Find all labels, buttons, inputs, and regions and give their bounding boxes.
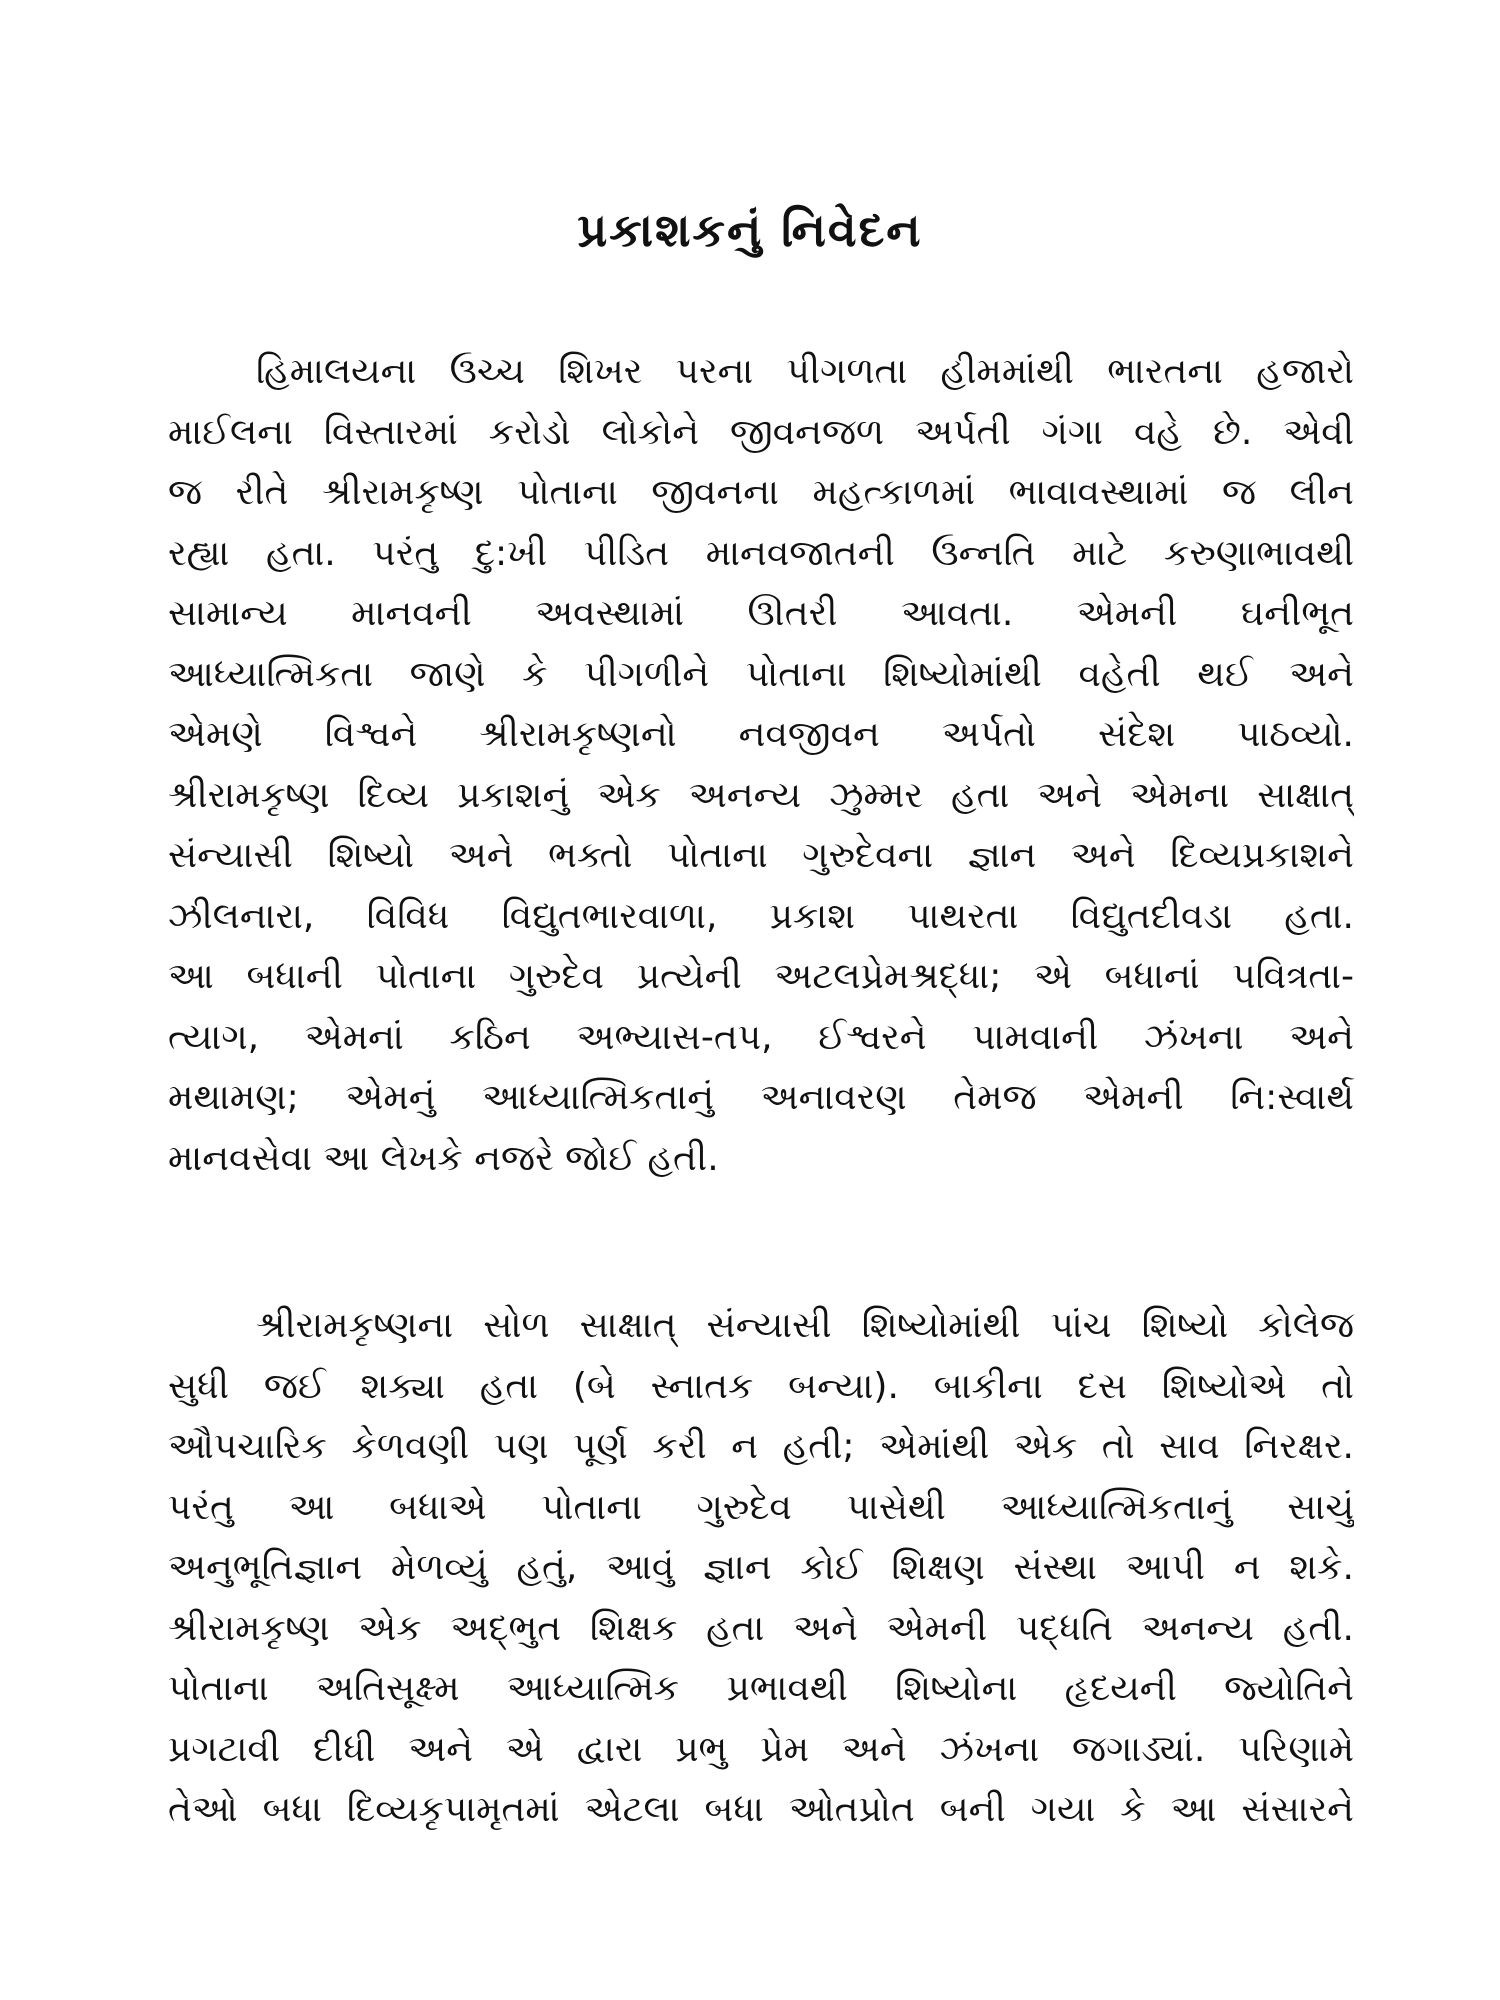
- paragraph-line: જ રીતે શ્રીરામકૃષ્ણ પોતાના જીવનના મહત્કાળમાં ભાવાવસ્થામાં જ લીન: [168, 472, 1354, 513]
- paragraph-line: ઔપચારિક કેળવણી પણ પૂર્ણ કરી ન હતી; એમાંથી એક તો સાવ નિરક્ષર.: [168, 1426, 1354, 1467]
- paragraph-line: હિમાલયના ઉચ્ચ શિખર પરના પીગળતા હીમમાંથી ભારતના હજારો: [256, 351, 1354, 392]
- paragraph-line: આધ્યાત્મિકતા જાણે કે પીગળીને પોતાના શિષ્યોમાંથી વહેતી થઈ અને: [168, 653, 1354, 695]
- paragraph-2: [168, 1296, 1354, 1841]
- page-title: પ્રકાશકનું નિવેદન: [577, 203, 923, 257]
- paragraph-line: માઈલના વિસ્તારમાં કરોડો લોકોને જીવનજળ અર્પતી ગંગા વહે છે. એવી: [168, 411, 1354, 453]
- paragraph-line: આ બધાની પોતાના ગુરુદેવ પ્રત્યેની અટલપ્રેમશ્રદ્ધા; એ બધાનાં પવિત્રતા-: [168, 956, 1354, 997]
- paragraph-line: ત્યાગ, એમનાં કઠિન અભ્યાસ-તપ, ઈશ્વરને પામવાની ઝંખના અને: [168, 1016, 1354, 1058]
- paragraph-line: શ્રીરામકૃષ્ણ એક અદ્ભુત શિક્ષક હતા અને એમની પદ્ધતિ અનન્ય હતી.: [168, 1607, 1354, 1649]
- paragraph-line: તેઓ બધા દિવ્યકૃપામૃતમાં એટલા બધા ઓતપ્રોત બની ગયા કે આ સંસારને: [168, 1789, 1354, 1830]
- paragraph-line: અનુભૂતિજ્ઞાન મેળવ્યું હતું, આવું જ્ઞાન કોઈ શિક્ષણ સંસ્થા આપી ન શકે.: [168, 1547, 1354, 1588]
- paragraph-line: ઝીલનારા, વિવિધ વિદ્યુતભારવાળા, પ્રકાશ પાથરતા વિદ્યુતદીવડા હતા.: [168, 895, 1354, 937]
- paragraph-line: માનવસેવા આ લેખકે નજરે જોઈ હતી.: [168, 1137, 719, 1179]
- paragraph-line: એમણે વિશ્વને શ્રીરામકૃષ્ણનો નવજીવન અર્પતો સંદેશ પાઠવ્યો.: [168, 714, 1354, 755]
- paragraph-line: પ્રગટાવી દીધી અને એ દ્વારા પ્રભુ પ્રેમ અને ઝંખના જગાડ્યાં. પરિણામે: [168, 1728, 1354, 1770]
- paragraph-line: શ્રીરામકૃષ્ણ દિવ્ય પ્રકાશનું એક અનન્ય ઝુમ્મર હતા અને એમના સાક્ષાત્: [168, 774, 1354, 816]
- paragraph-line: મથામણ; એમનું આધ્યાત્મિકતાનું અનાવરણ તેમજ એમની નિ:સ્વાર્થ: [168, 1077, 1354, 1118]
- paragraph-line: પોતાના અતિસૂક્ષ્મ આધ્યાત્મિક પ્રભાવથી શિષ્યોના હૃદયની જ્યોતિને: [168, 1668, 1354, 1709]
- paragraph-line: સંન્યાસી શિષ્યો અને ભક્તો પોતાના ગુરુદેવના જ્ઞાન અને દિવ્યપ્રકાશને: [168, 835, 1354, 876]
- paragraph-line: સામાન્ય માનવની અવસ્થામાં ઊતરી આવતા. એમની ઘનીભૂત: [168, 593, 1354, 634]
- paragraph-line: પરંતુ આ બધાએ પોતાના ગુરુદેવ પાસેથી આધ્યાત્મિકતાનું સાચું: [168, 1486, 1354, 1528]
- paragraph-1: [168, 342, 1354, 1189]
- paragraph-line: શ્રીરામકૃષ્ણના સોળ સાક્ષાત્ સંન્યાસી શિષ્યોમાંથી પાંચ શિષ્યો કોલેજ: [256, 1305, 1354, 1346]
- paragraph-line: સુધી જઈ શક્યા હતા (બે સ્નાતક બન્યા). બાકીના દસ શિષ્યોએ તો: [168, 1365, 1354, 1407]
- paragraph-line: રહ્યા હતા. પરંતુ દુ:ખી પીડિત માનવજાતની ઉન્નતિ માટે કરુણાભાવથી: [168, 532, 1354, 574]
